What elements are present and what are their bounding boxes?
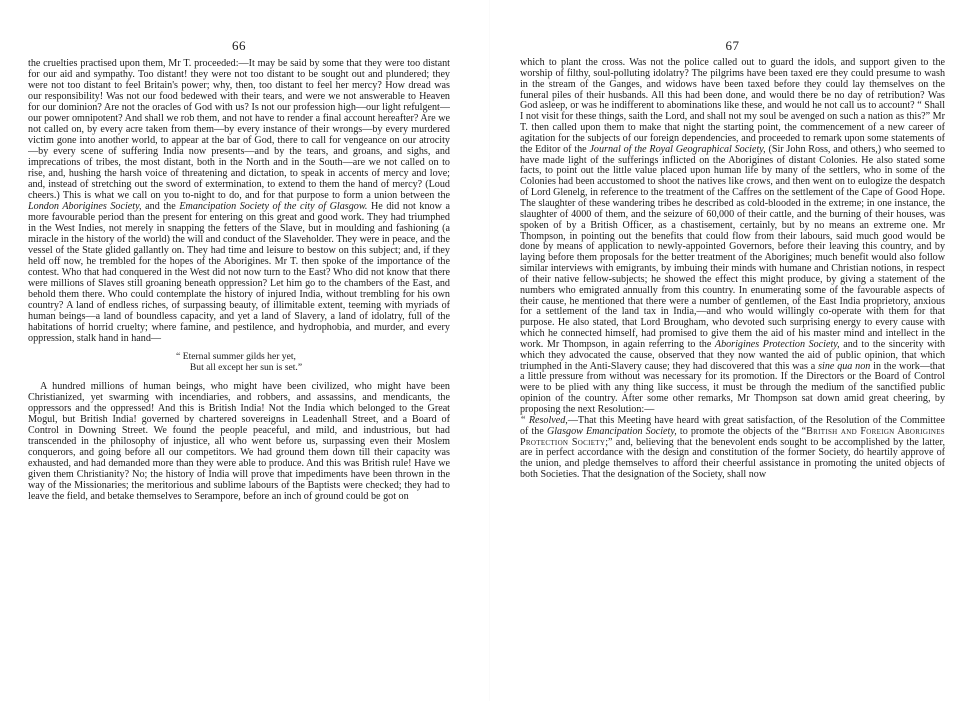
right-paragraph-1b: (Sir John Ross, and others,) who seemed to have made light of the sufferings inflicted on the Aborigines of distant Colonies. He also stated some facts, to point out the little value placed upon human life by many of the settlers, who in some of the Colonies had been accustomed to shoot the natives like crows, and then went on to eulogize the despatch of Lord Glenelg, in reference to the treatment of the Caffres on the settlement of the Cape of Good Hope. The slaughter of these wandering tribes he described as cold-blooded in the extreme; in one instance, the slaughter of 4000 of them, and the seizure of 60,000 of their cattle, and the burning of their houses, was spoken of by a British Officer, as a chastisement, certainly, but by no means an extreme one. Mr Thompson, in pointing out the benefits that could flow from their labours, said much good would be done by means of application to newly-appointed Governors, before their leaving this country, and by laying before them proposals for the better treatment of the Aborigines; much benefit would also follow similar interviews with emigrants, by imbuing their minds with humane and Christian notions, in respect of their native fellow-subjects; he showed the effect this might produce, by giving a statement of the numbers who emigrated annually from this country. In enumerating some of the favourable aspects of their cause, he mentioned that there were a number of gentlemen, of the East India proprietory, anxious for a settlement of the land tax in India,—and who would willingly co-operate with them for that purpose. He also stated, that Lord Brougham, who devoted such surprising energy to every cause with which he connected himself, had promised to give them the aid of his master mind and intellect in the work. Mr Thompson, in again referring to the — [520, 143, 945, 350]
left-paragraph-1-text: the cruelties practised upon them, Mr T. proceeded:—It may be said by some that they were too distant for our aid and sympathy. Too distant! they were not too distant to be sought out and plundered; they were not too distant to feel Britain's power; why, then, too distant to feel her mercy? How dread was our responsibility! Was not our food bedewed with their tears, and were we not answerable to Heaven for our dominion? Are not the oracles of God with us? Is not our profession high—our light refulgent—our power omnipotent? And shall we rob them, and not have to render a final account hereafter? Are we not called on, by every acre taken from them—by every instance of their wrongs—by every murdered victim gone into another world, to appear at the bar of God, there to call for vengeance on our atrocity—by every scene of suffering India now presents—and by the tears, and groans, and sighs, and imprecations of tribes, the most distant, both in the North and in the South—are we not called on to rise, and, hushing the harsh voice of threatening and dictation, to speak in accents of mercy and love; and, instead of stretching out the sword of extermination, to extend to them the hand of mercy? (Loud cheers.) This is what we call on you to-night to do, and for that purpose to form a union between the — [28, 58, 450, 202]
right-paragraph-1d: in the work—that a little pressure from without was necessary for its promotion. If the Directors or the Board of Control were to be plied with any thing like success, it must be through the medium of the sanctified public opinion of the country. After some other remarks, Mr Thompson sat down amid great cheering, by proposing the next Resolution:— — [520, 360, 945, 415]
right-italic-glasgow-emancipation: Glasgow Emancipation Society, — [546, 425, 677, 437]
left-paragraph-1c: He did not know a more favourable period than the present for entering on this great and good work. They had triumphed in the West Indies, not merely in snapping the fetters of the Slave, but in moulding and fashioning (a miracle in the history of the world) the will and conduct of the Slaveholder. They were in peace, and the vessel of the State glided gallantly on. They had time and leisure to bestow on this subject; and, if they held off now, he trembled for the hopes of the Aborigines. Mr T. then spoke of the importance of the contest. Who that had conquered in the West did not now turn to the East? Who did not know that there were millions of Slaves still groaning beneath oppression? Let him go to the chambers of the East, and behold them there. Who could contemplate the history of injured India, without trembling for his own country? A land of endless riches, of surpassing beauty, of illimitable extent, teeming with myriads of human beings—a land of boundless capacity, and yet a land of Slavery, a land of idolatry, full of the habitations of horrid cruelty; where famine, and pestilence, and hydrophobia, and murder, and every oppression, stalk hand in hand— — [28, 201, 450, 345]
resolved-label: “ Resolved, — [520, 414, 568, 426]
left-paragraph-1 — [28, 58, 450, 344]
right-italic-sine-qua-non: sine qua non — [818, 360, 871, 372]
right-italic-journal: Journal of the Royal Geographical Society, — [589, 143, 766, 155]
page-number-left: 66 — [232, 38, 246, 53]
left-page — [28, 0, 450, 701]
poem-quote — [28, 352, 450, 373]
quote-line-1: “ Eternal summer gilds her yet, — [176, 351, 296, 363]
page-number-right: 67 — [725, 38, 740, 53]
resolution-text-2: to promote the objects of the “ — [676, 425, 807, 437]
book-gutter — [489, 0, 490, 701]
right-italic-aborigines-protection: Aborigines Protection Society, — [714, 338, 840, 350]
left-page-text — [28, 58, 450, 502]
right-paragraph-1a: which to plant the cross. Was not the police called out to guard the idols, and support given to the worship of filthy, soul-polluting idolatry? The pilgrims have been taxed ere they could presume to wash in the stream of the Ganges, and widows have been taxed before they could lay themselves on the funeral piles of their husbands. All this had been done, and would there be no day of retribution? Was God asleep, or was he indifferent to abominations like these, and would he not call us to account? “ Shall I not visit for these things, saith the Lord, and shall not my soul be avenged on such a nation as this?” Mr T. then called upon them to make that night the starting point, the commencement of a new career of agitation for the subjects of our foreign dependencies, and proceeded to remark upon some statements of the Editor of the — [520, 57, 945, 155]
right-paragraph-1 — [520, 58, 945, 416]
right-paragraph-1c: and to the sincerity with which they advocated the cause, observed that they now wanted the aid of public opinion, that which triumphed in the Anti-Slavery cause; they had discovered that this was a — [520, 338, 945, 372]
left-paragraph-2: A hundred millions of human beings, who might have been civilized, who might have been Christianized, yet swarming with incendiaries, and robbers, and assassins, and mendicants, the oppressors and the oppressed! And this is British India! Not the India which belonged to the Great Mogul, but British India! governed by chartered sovereigns in Leadenhall Street, and a Board of Control in Downing Street. We found the people peaceful, and mild, and industrious, but had transcended in the philosophy of injustice, all who went before us, surpassing even their Moslem conquerors, and going before all our competitors. We had ground them down till their capacity was exhausted, and had demanded more than they were able to produce. And this was British rule! Have we given them Christianity? No; the history of India will prove that impediments have been thrown in the way of the Missionaries; the meritorious and sublime labours of the Baptists were checked; they had to leave the field, and betake themselves to Serampore, before an inch of ground could be got on — [28, 381, 450, 503]
right-page-text — [520, 58, 945, 481]
quote-line-2: But all except her sun is set.” — [189, 361, 303, 373]
resolution-text-3: ;” and, believing that the benevolent ends sought to be accomplished by the latter, are in perfect accordance with the design and constitution of the former Society, do heartily approve of the union, and pledge themselves to afford their cheerful assistance in promoting the united objects of both Societies. That the designation of the Society, shall now — [520, 436, 945, 481]
left-paragraph-1b: and the — [141, 201, 180, 213]
right-page — [520, 0, 945, 701]
resolution-paragraph — [520, 416, 945, 481]
resolution-text-1: —That this Meeting have heard with great satisfaction, of the Resolution of the Committee of the — [520, 414, 945, 437]
smallcaps-society-name: British and Foreign Aborigines Protection Society — [520, 425, 945, 448]
left-italic-london-society: London Aborigines Society, — [28, 201, 142, 213]
left-italic-glasgow-society: Emancipation Society of the city of Glasgow. — [179, 201, 368, 213]
